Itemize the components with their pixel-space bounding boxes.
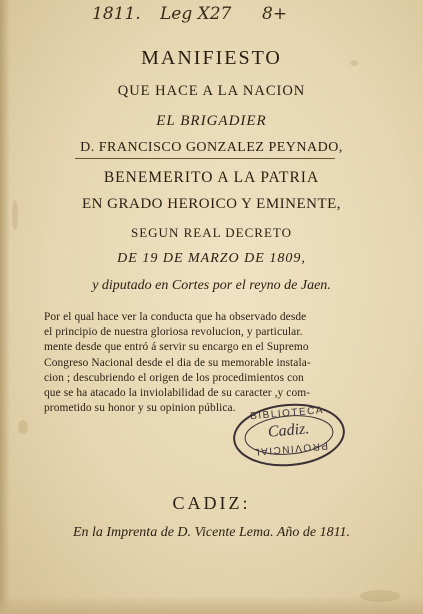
body-line: el principio de nuestra gloriosa revolucion, y particular.: [44, 326, 303, 339]
author-name: D. FRANCISCO GONZALEZ PEYNADO,: [80, 140, 343, 155]
body-line: cion ; descubriendo el origen de los procedimientos con: [44, 371, 304, 384]
foxing-stain: [18, 420, 28, 434]
title-line-2: QUE HACE A LA NACION: [117, 83, 306, 99]
imprint-city: CADIZ:: [172, 493, 251, 513]
page-bottom-shadow: [0, 596, 423, 614]
stamp-top-text: BIBLIOTECA: [249, 404, 325, 423]
decree-date: DE 19 DE MARZO DE 1809,: [117, 251, 306, 266]
stamp-middle-text: Cadiz.: [267, 420, 310, 441]
body-line: prometido su honor y su opinion pública.: [44, 402, 236, 415]
handwritten-shelf-mark: Leg X27: [160, 4, 232, 24]
stamp-bottom-text: PROVINCIAL: [252, 439, 329, 458]
title-line-5: BENEMERITO A LA PATRIA: [103, 169, 320, 186]
author-underline: [75, 158, 335, 159]
library-stamp: [229, 398, 348, 472]
title-line-6: EN GRADO HEROICO Y EMINENTE,: [81, 196, 342, 212]
handwritten-year: 1811.: [92, 4, 141, 24]
foxing-stain: [360, 590, 400, 602]
body-line: mente desde que entró á servir su encargo en el Supremo: [44, 341, 309, 354]
body-line: Congreso Nacional desde el dia de su memorable instala-: [44, 356, 311, 369]
body-line: Por el qual hace ver la conducta que ha observado desde: [44, 311, 307, 323]
title-line-7: SEGUN REAL DECRETO: [131, 225, 292, 240]
title-line-3: EL BRIGADIER: [156, 113, 267, 129]
title-line-9: y diputado en Cortes por el reyno de Jaen.: [92, 278, 331, 293]
imprint-line: En la Imprenta de D. Vicente Lema. Año de 1811.: [72, 525, 351, 540]
body-line: que se ha atacado la inviolabilidad de su caracter ,y com-: [44, 387, 311, 400]
document-title: MANIFIESTO: [141, 47, 282, 69]
handwritten-shelf-number: 8+: [262, 4, 288, 24]
